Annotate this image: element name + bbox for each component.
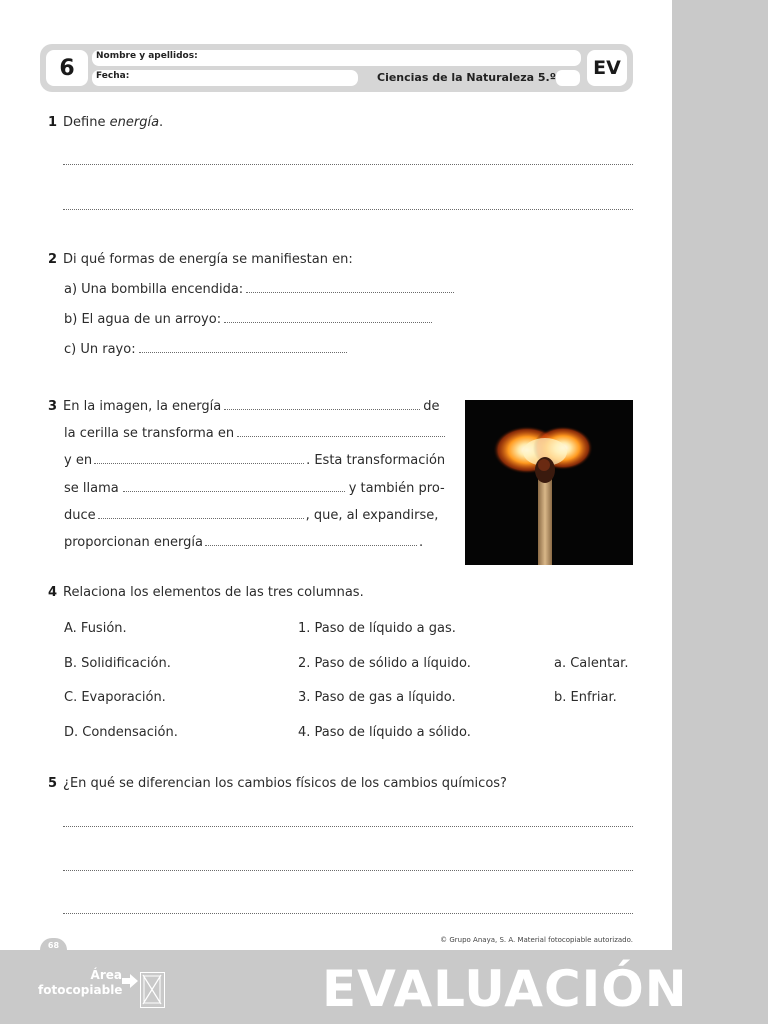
question-5 xyxy=(48,776,507,791)
answer-blank[interactable] xyxy=(224,312,432,323)
column-2-item: 1. Paso de líquido a gas. xyxy=(298,621,456,636)
column-1-item: C. Evaporación. xyxy=(64,690,166,705)
burning-match-image xyxy=(465,400,633,565)
area-label xyxy=(38,968,122,998)
question-text: proporcionan energía xyxy=(64,535,204,550)
question-text: . Esta transformación xyxy=(306,453,446,468)
column-2-item: 4. Paso de líquido a sólido. xyxy=(298,725,471,740)
question-text: Define xyxy=(63,115,110,130)
answer-line[interactable] xyxy=(63,870,633,871)
question-text: se llama xyxy=(64,481,119,496)
answer-line[interactable] xyxy=(63,913,633,914)
question-3-line-4 xyxy=(64,481,445,496)
burning-match-icon xyxy=(465,400,633,565)
column-3-item: a. Calentar. xyxy=(554,656,629,671)
arrow-right-icon xyxy=(122,973,138,992)
question-text: Relaciona los elementos de las tres columnas. xyxy=(63,585,364,600)
question-text: . xyxy=(419,535,424,550)
right-margin-band xyxy=(672,0,768,1024)
question-number: 2 xyxy=(48,252,58,267)
item-label: a) Una bombilla encendida: xyxy=(64,282,244,297)
column-2-item: 3. Paso de gas a líquido. xyxy=(298,690,456,705)
copyright-notice: © Grupo Anaya, S. A. Material fotocopiable autorizado. xyxy=(440,936,633,944)
item-label: c) Un rayo: xyxy=(64,342,136,357)
question-1 xyxy=(48,115,163,130)
column-1-item: B. Solidificación. xyxy=(64,656,171,671)
photocopy-icon xyxy=(140,972,165,1008)
extra-field[interactable] xyxy=(556,70,580,86)
question-text: la cerilla se transforma en xyxy=(64,426,235,441)
question-term: energía xyxy=(109,115,160,130)
name-label: Nombre y apellidos: xyxy=(96,51,198,61)
column-2-item: 2. Paso de sólido a líquido. xyxy=(298,656,471,671)
question-3-line-3 xyxy=(64,453,445,468)
question-punct: . xyxy=(159,115,164,130)
answer-line[interactable] xyxy=(63,826,633,827)
question-2 xyxy=(48,252,353,267)
question-3-line-5 xyxy=(64,508,438,523)
answer-blank[interactable] xyxy=(237,426,445,437)
question-3-line-6 xyxy=(64,535,423,550)
question-number: 1 xyxy=(48,115,58,130)
subject-title: Ciencias de la Naturaleza 5.º xyxy=(377,71,556,84)
area-label-line-1: Área xyxy=(90,968,122,982)
question-text: de xyxy=(423,399,440,414)
evaluation-badge: EV xyxy=(587,50,627,86)
question-4 xyxy=(48,585,364,600)
question-text: ¿En qué se diferencian los cambios físicos de los cambios químicos? xyxy=(63,776,507,791)
answer-blank[interactable] xyxy=(205,535,417,546)
worksheet-header xyxy=(40,44,633,92)
question-text: y también pro- xyxy=(348,481,445,496)
question-2-item-b xyxy=(64,312,432,327)
section-title: EVALUACIÓN xyxy=(322,960,688,1018)
name-field[interactable] xyxy=(92,50,581,66)
date-field[interactable] xyxy=(92,70,358,86)
item-label: b) El agua de un arroyo: xyxy=(64,312,222,327)
question-number: 4 xyxy=(48,585,58,600)
question-3-line-1 xyxy=(48,399,439,414)
question-2-item-c xyxy=(64,342,347,357)
area-label-line-2: fotocopiable xyxy=(38,983,123,997)
column-1-item: D. Condensación. xyxy=(64,725,178,740)
question-text: duce xyxy=(64,508,96,523)
answer-blank[interactable] xyxy=(224,399,420,410)
answer-blank[interactable] xyxy=(94,453,304,464)
answer-line[interactable] xyxy=(63,164,633,165)
answer-line[interactable] xyxy=(63,209,633,210)
column-3-item: b. Enfriar. xyxy=(554,690,617,705)
question-number: 3 xyxy=(48,399,58,414)
question-number: 5 xyxy=(48,776,58,791)
answer-blank[interactable] xyxy=(139,342,347,353)
question-3-line-2 xyxy=(64,426,445,441)
unit-number: 6 xyxy=(46,50,88,86)
question-text: , que, al expandirse, xyxy=(305,508,439,523)
page-number: 68 xyxy=(40,938,67,956)
question-text: En la imagen, la energía xyxy=(63,399,222,414)
question-2-item-a xyxy=(64,282,454,297)
answer-blank[interactable] xyxy=(98,508,304,519)
column-1-item: A. Fusión. xyxy=(64,621,127,636)
date-label: Fecha: xyxy=(96,71,130,81)
question-text: y en xyxy=(64,453,93,468)
answer-blank[interactable] xyxy=(123,481,345,492)
answer-blank[interactable] xyxy=(246,282,454,293)
question-text: Di qué formas de energía se manifiestan en: xyxy=(63,252,353,267)
